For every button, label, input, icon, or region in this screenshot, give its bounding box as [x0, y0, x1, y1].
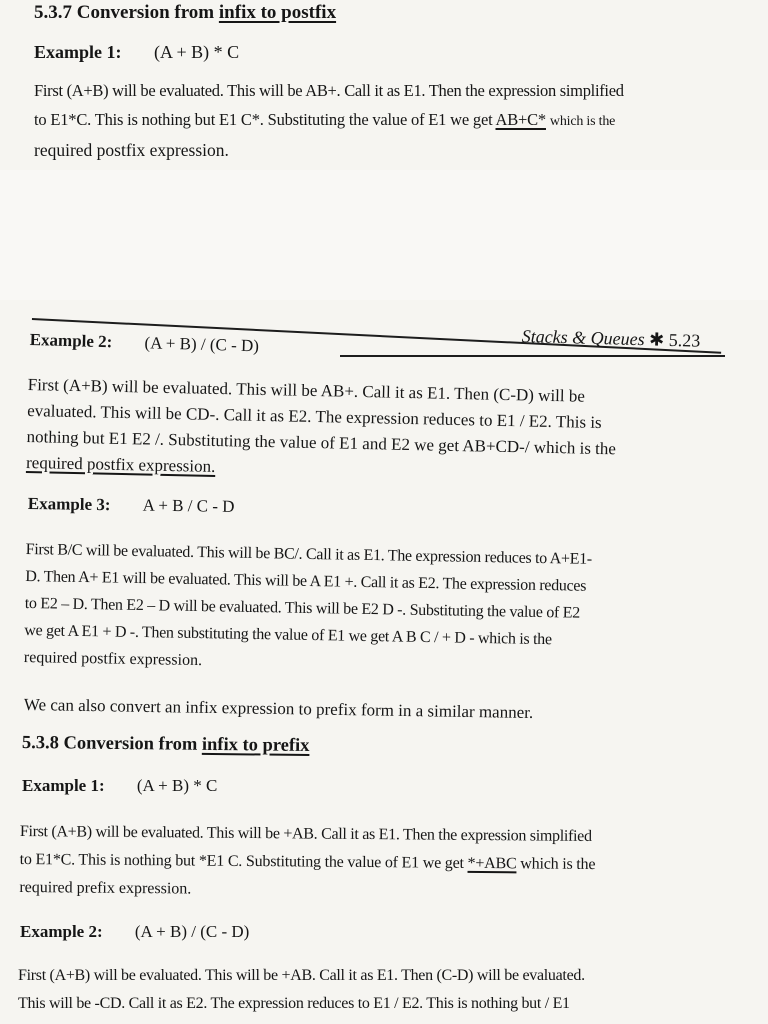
prefix-example-2-paragraph [18, 962, 758, 1018]
example-label: Example 2: [20, 922, 103, 941]
page-number: 5.23 [668, 329, 701, 351]
prefix-note: We can also convert an infix expression to prefix form in a similar manner. [23, 695, 534, 722]
paragraph-line: First (A+B) will be evaluated. This will be AB+. Call it as E1. Then the expression simplified [34, 81, 624, 100]
answer-underlined: *+ABC [467, 854, 517, 873]
heading-text: Conversion from [63, 733, 198, 755]
example-expression: A + B / C - D [142, 495, 235, 516]
example-3-paragraph [24, 536, 726, 683]
heading-text: Conversion from [76, 2, 215, 23]
paragraph-line: we get A E1 + D -. Then substituting the value of E1 we get A B C / + D - which is the [24, 621, 552, 649]
paragraph-line: nothing but E1 E2 /. Substituting the value of E1 and E2 we get AB+CD-/ which is the [26, 426, 617, 459]
paragraph-line: required prefix expression. [19, 878, 192, 898]
paragraph-line [34, 105, 764, 136]
paragraph-line: First (A+B) will be evaluated. This will be +AB. Call it as E1. Then (C-D) will be evaluated. [18, 967, 585, 984]
paragraph-text: to E1*C. This is nothing but *E1 C. Substituting the value of E1 we get [19, 850, 464, 872]
example-expression: (A + B) / (C - D) [144, 333, 260, 356]
conclusion-underlined: required postfix expression. [25, 452, 216, 476]
prefix-example-1-paragraph [19, 818, 750, 908]
example-1-paragraph [34, 76, 764, 165]
example-expression: (A + B) * C [154, 42, 240, 62]
paragraph-line: First B/C will be evaluated. This will be BC/. Call it as E1. The expression reduces to A+E1- [25, 540, 593, 568]
example-label: Example 2: [29, 330, 113, 352]
example-2-heading [29, 330, 259, 356]
answer-underlined: AB+C* [495, 110, 546, 129]
paragraph-line: This will be -CD. Call it as E2. The expression reduces to E1 / E2. This is nothing but / E1 [18, 995, 570, 1012]
paragraph-line: First (A+B) will be evaluated. This will be AB+. Call it as E1. Then (C-D) will be [27, 374, 586, 406]
paragraph-text: which is the [549, 114, 616, 129]
heading-underlined-text: infix to prefix [201, 734, 310, 757]
example-1-heading [34, 42, 239, 63]
blank-area [0, 170, 768, 300]
paragraph-line: First (A+B) will be evaluated. This will be +AB. Call it as E1. Then the expression simplified [19, 822, 592, 845]
prefix-example-1-heading [22, 776, 217, 796]
paragraph-line: D. Then A+ E1 will be evaluated. This will be A E1 +. Call it as E2. The expression reduces [25, 567, 587, 595]
example-label: Example 1: [22, 776, 105, 795]
section-heading-538 [22, 733, 310, 757]
page-header-rule-right [340, 355, 725, 357]
section-number: 5.3.8 [21, 733, 59, 754]
example-label: Example 3: [27, 494, 111, 515]
paragraph-line: required postfix expression. [34, 140, 229, 160]
star-icon: ✱ [648, 329, 665, 350]
paragraph-line: to E2 – D. Then E2 – D will be evaluated. This will be E2 D -. Substituting the value of E2 [24, 594, 581, 622]
section-heading-537 [34, 2, 336, 24]
example-label: Example 1: [34, 42, 122, 62]
example-expression: (A + B) * C [136, 776, 218, 795]
running-title: Stacks & Queues [521, 326, 645, 350]
example-3-heading [28, 494, 235, 517]
section-number: 5.3.7 [34, 2, 72, 23]
heading-underlined-text: infix to postfix [218, 2, 337, 23]
paragraph-text: to E1*C. This is nothing but E1 C*. Substituting the value of E1 we get [34, 110, 493, 129]
example-expression: (A + B) / (C - D) [134, 922, 250, 941]
page-header [521, 326, 700, 352]
paragraph-text: which is the [520, 855, 596, 874]
example-2-paragraph [26, 372, 728, 491]
prefix-example-2-heading [20, 922, 249, 942]
paragraph-line: required postfix expression. [23, 648, 203, 670]
paragraph-line: evaluated. This will be CD-. Call it as E2. The expression reduces to E1 / E2. This is [26, 400, 602, 433]
